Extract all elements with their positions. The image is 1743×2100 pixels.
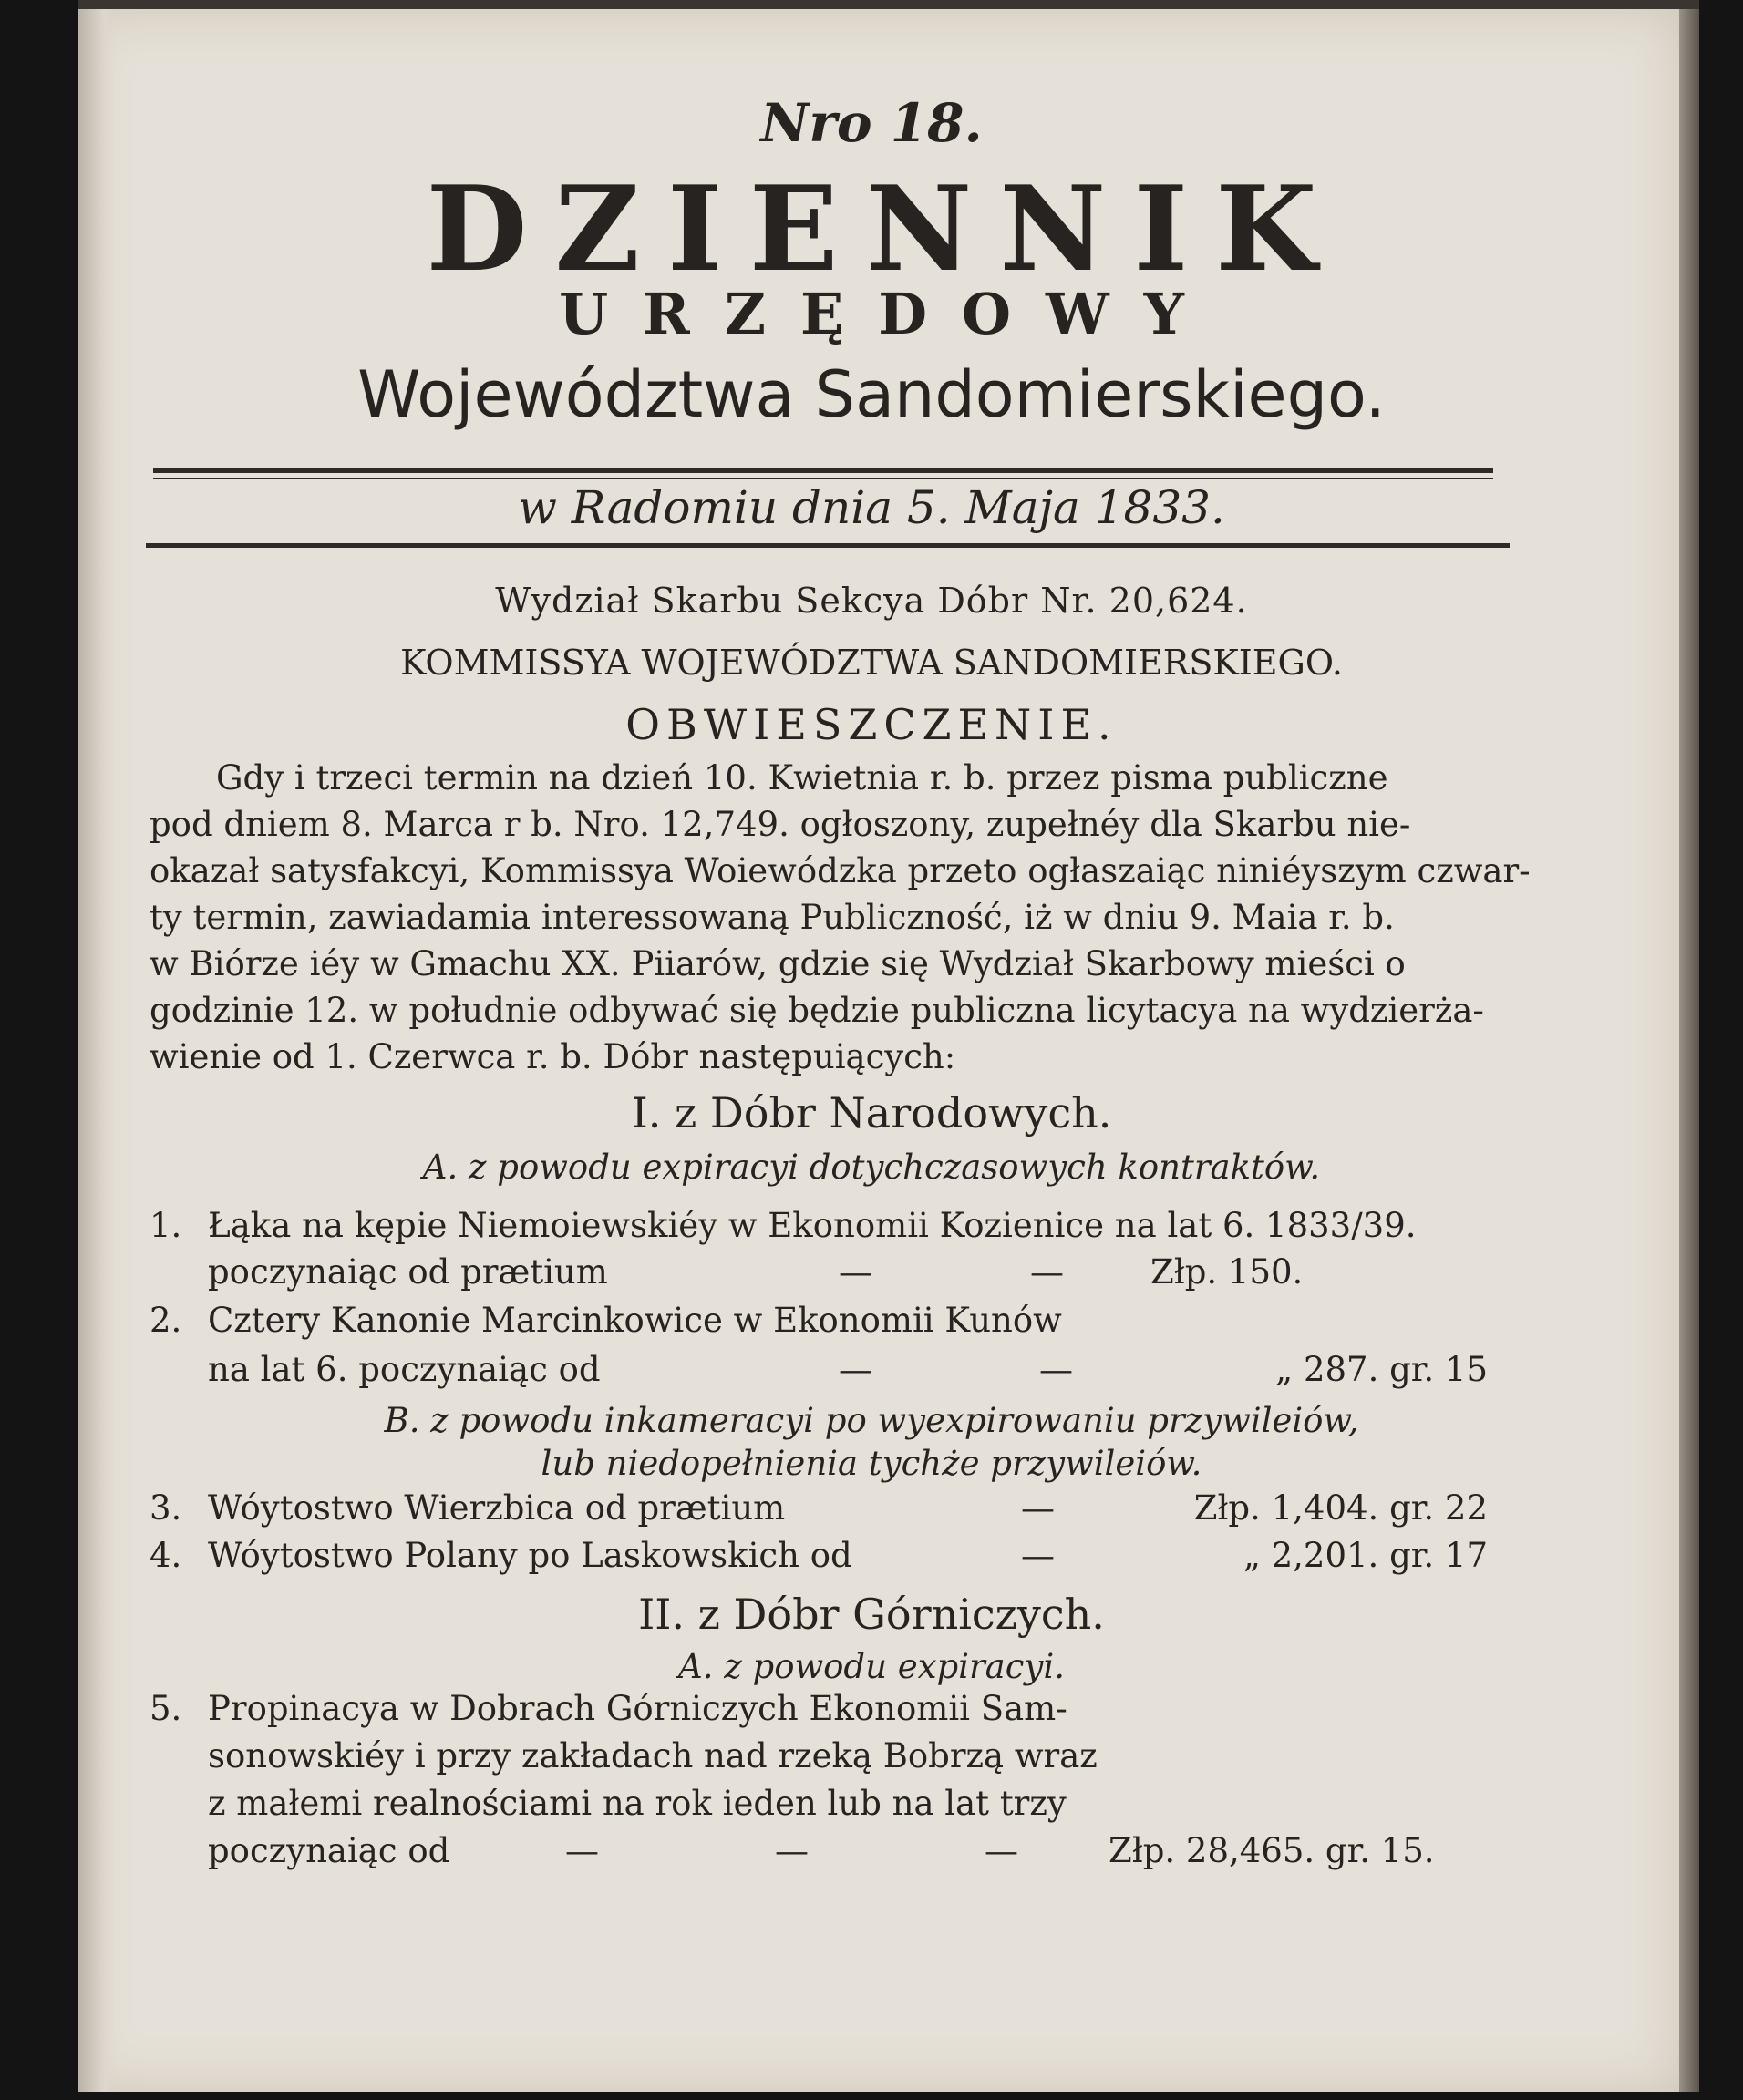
paragraph-line-6: godzinie 12. w południe odbywać się będzie publiczna licytacya na wydzierża- — [150, 991, 1484, 1030]
masthead-subtitle: URZĘDOWY — [559, 281, 1219, 347]
item-2-dash-2: — — [1039, 1350, 1073, 1389]
item-2-number: 2. — [150, 1301, 182, 1340]
item-4-dash: — — [1021, 1536, 1055, 1575]
notice-heading: OBWIESZCZENIE. — [625, 700, 1118, 749]
item-5-dash-1: — — [565, 1831, 599, 1870]
section-2-heading: II. z Dóbr Górniczych. — [638, 1590, 1105, 1639]
masthead-region: Województwa Sandomierskiego. — [357, 357, 1386, 432]
item-3-dash: — — [1021, 1488, 1055, 1528]
masthead-title: DZIENNIK — [426, 161, 1345, 298]
item-1-line-1: Łąka na kępie Niemoiewskiéy w Ekonomii Kozienice na lat 6. 1833/39. — [208, 1206, 1417, 1245]
section-1-sub-b-line-1: B. z powodu inkameracyi po wyexpirowaniu przywileiów, — [384, 1401, 1359, 1440]
notice-reference: Wydział Skarbu Sekcya Dóbr Nr. 20,624. — [495, 581, 1248, 621]
item-4-number: 4. — [150, 1536, 182, 1575]
item-5-dash-2: — — [775, 1831, 809, 1870]
top-double-rule — [153, 468, 1493, 473]
item-2-dash-1: — — [839, 1350, 872, 1389]
item-2-amount: „ 287. gr. 15 — [1275, 1350, 1488, 1389]
item-5-dash-3: — — [985, 1831, 1018, 1870]
paragraph-line-3: okazał satysfakcyi, Kommissya Woiewódzka przeto ogłaszaiąc niniéyszym czwar- — [150, 851, 1531, 890]
item-3-text: Wóytostwo Wierzbica od prætium — [208, 1488, 786, 1528]
paragraph-line-5: w Biórze iéy w Gmachu XX. Piiarów, gdzie się Wydział Skarbowy mieści o — [150, 944, 1406, 983]
item-1-number: 1. — [150, 1206, 182, 1245]
item-3-number: 3. — [150, 1488, 182, 1528]
item-1-line-2: poczynaiąc od prætium — [208, 1252, 608, 1292]
paragraph-line-4: ty termin, zawiadamia interessowaną Publiczność, iż w dniu 9. Maia r. b. — [150, 898, 1395, 937]
section-2-sub-a: A. z powodu expiracyi. — [678, 1647, 1065, 1686]
scan-border-top — [78, 0, 1699, 9]
item-2-line-2: na lat 6. poczynaiąc od — [208, 1350, 601, 1389]
section-1-sub-a: A. z powodu expiracyi dotychczasowych kontraktów. — [422, 1148, 1321, 1187]
item-4-amount: „ 2,201. gr. 17 — [1243, 1536, 1488, 1575]
item-5-line-3: z małemi realnościami na rok ieden lub na lat trzy — [208, 1784, 1067, 1823]
item-1-dash-1: — — [839, 1252, 872, 1292]
item-5-number: 5. — [150, 1689, 182, 1728]
issue-number: Nro 18. — [760, 92, 983, 154]
item-5-line-4: poczynaiąc od — [208, 1831, 450, 1870]
item-2-line-1: Cztery Kanonie Marcinkowice w Ekonomii Kunów — [208, 1301, 1062, 1340]
item-5-amount: Złp. 28,465. gr. 15. — [1109, 1831, 1435, 1870]
item-3-amount: Złp. 1,404. gr. 22 — [1193, 1488, 1488, 1528]
top-thin-rule — [153, 478, 1493, 479]
section-1-heading: I. z Dóbr Narodowych. — [631, 1088, 1112, 1138]
bottom-rule — [146, 543, 1510, 548]
item-1-amount: Złp. 150. — [1150, 1252, 1304, 1292]
notice-issuer: KOMMISSYA WOJEWÓDZTWA SANDOMIERSKIEGO. — [400, 643, 1343, 683]
paragraph-line-2: pod dniem 8. Marca r b. Nro. 12,749. ogłoszony, zupełnéy dla Skarbu nie- — [150, 805, 1411, 844]
item-4-text: Wóytostwo Polany po Laskowskich od — [208, 1536, 852, 1575]
paragraph-line-1: Gdy i trzeci termin na dzień 10. Kwietnia r. b. przez pisma publiczne — [216, 758, 1388, 798]
item-5-line-2: sonowskiéy i przy zakładach nad rzeką Bobrzą wraz — [208, 1736, 1098, 1776]
item-5-line-1: Propinacya w Dobrach Górniczych Ekonomii Sam- — [208, 1689, 1067, 1728]
section-1-sub-b-line-2: lub niedopełnienia tychże przywileiów. — [541, 1444, 1202, 1483]
paragraph-line-7: wienie od 1. Czerwca r. b. Dóbr następuiących: — [150, 1037, 956, 1076]
item-1-dash-2: — — [1030, 1252, 1064, 1292]
dateline: w Radomiu dnia 5. Maja 1833. — [518, 481, 1225, 534]
